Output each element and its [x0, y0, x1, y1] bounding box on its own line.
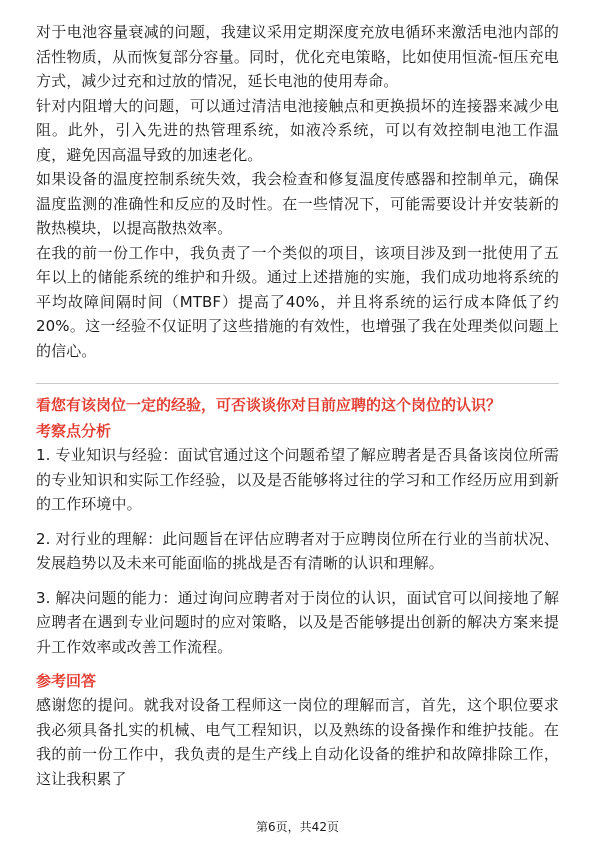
- analysis-item-1: 1. 专业知识与经验：面试官通过这个问题希望了解应聘者是否具备该岗位所需的专业知识和实际工作经验，以及是否能够将过往的学习和工作经历应用到新的工作环境中。: [36, 446, 559, 513]
- answer-text: 感谢您的提问。就我对设备工程师这一岗位的理解而言，首先，这个职位要求我必须具备扎实的机械、电气工程知识，以及熟练的设备操作和维护技能。在我的前一份工作中，我负责的是生产线上自动化设备的维护和故障排除工作，这让我积累了: [36, 696, 559, 788]
- page-number-footer: 第6页，共42页: [256, 820, 339, 834]
- answer-title: 参考回答: [36, 672, 97, 690]
- paragraph-internal-resistance: 针对内阻增大的问题，可以通过清洁电池接触点和更换损坏的连接器来减少电阻。此外，引入先进的热管理系统，如液冷系统，可以有效控制电池工作温度，避免因高温导致的加速老化。: [36, 96, 559, 164]
- paragraph-previous-project: 在我的前一份工作中，我负责了一个类似的项目，该项目涉及到一批使用了五年以上的储能系统的维护和升级。通过上述措施的实施，我们成功地将系统的平均故障间隔时间（MTBF）提高了40%，并且将系统的运行成本降低了约20%。这一经验不仅证明了这些措施的有效性，也增强了我在处理类似问题上的信心。: [36, 243, 559, 360]
- analysis-item-3: 3. 解决问题的能力：通过询问应聘者对于岗位的认识，面试官可以间接地了解应聘者在遇到专业问题时的应对策略，以及是否能够提出创新的解决方案来提升工作效率或改善工作流程。: [36, 588, 559, 656]
- analysis-item-2: 2. 对行业的理解：此问题旨在评估应聘者对于应聘岗位所在行业的当前状况、发展趋势以及未来可能面临的挑战是否有清晰的认识和理解。: [36, 529, 559, 572]
- paragraph-capacity-fade: 对于电池容量衰减的问题，我建议采用定期深度充放电循环来激活电池内部的活性物质，从而恢复部分容量。同时，优化充电策略，比如使用恒流-恒压充电方式，减少过充和过放的情况，延长电池的使用寿命。: [36, 23, 559, 90]
- interview-question: 看您有该岗位一定的经验，可否谈谈你对目前应聘的这个岗位的认识？: [36, 396, 502, 414]
- paragraph-temperature-control: 如果设备的温度控制系统失效，我会检查和修复温度传感器和控制单元，确保温度监测的准确性和反应的及时性。在一些情况下，可能需要设计并安装新的散热模块，以提高散热效率。: [36, 170, 559, 237]
- page-content: [36, 20, 559, 791]
- section-divider: [36, 383, 559, 384]
- analysis-title: 考察点分析: [36, 422, 112, 440]
